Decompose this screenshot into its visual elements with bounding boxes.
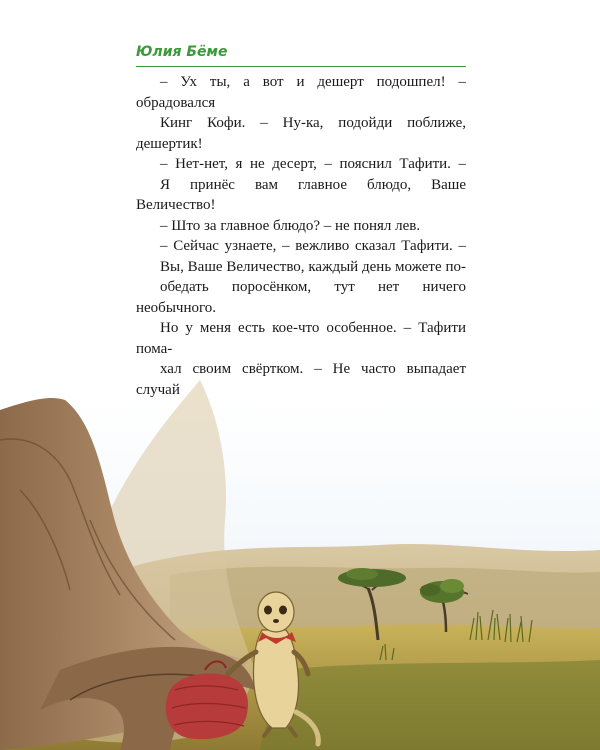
text-line: Я принёс вам главное блюдо, Ваше Величество! — [136, 176, 466, 213]
author-name: Юлия Бёме — [136, 44, 228, 60]
page-header — [136, 44, 466, 60]
text-line: Но у меня есть кое-что особенное. – Тафити пома- — [136, 320, 466, 357]
text-line: – Сейчас узнаете, – вежливо сказал Тафити. – — [160, 238, 466, 254]
text-line: Вы, Ваше Величество, каждый день можете по- — [160, 258, 466, 275]
header-rule — [136, 66, 466, 67]
text-line: – Нет-нет, я не десерт, – пояснил Тафити. – — [160, 156, 466, 172]
text-line: хал своим свёртком. – Не часто выпадает случай — [136, 361, 466, 398]
text-line: – Ух ты, а вот и дешерт подошпел! – обрадовался — [136, 74, 466, 111]
text-line: – Што за главное блюдо? – не понял лев. — [160, 217, 421, 234]
grass-patch — [260, 660, 600, 750]
savanna-illustration — [0, 340, 600, 750]
text-line: Кинг Кофи. – Ну-ка, подойди поближе, дешертик! — [136, 115, 466, 152]
text-line: обедать поросёнком, тут нет ничего необычного. — [136, 279, 466, 316]
